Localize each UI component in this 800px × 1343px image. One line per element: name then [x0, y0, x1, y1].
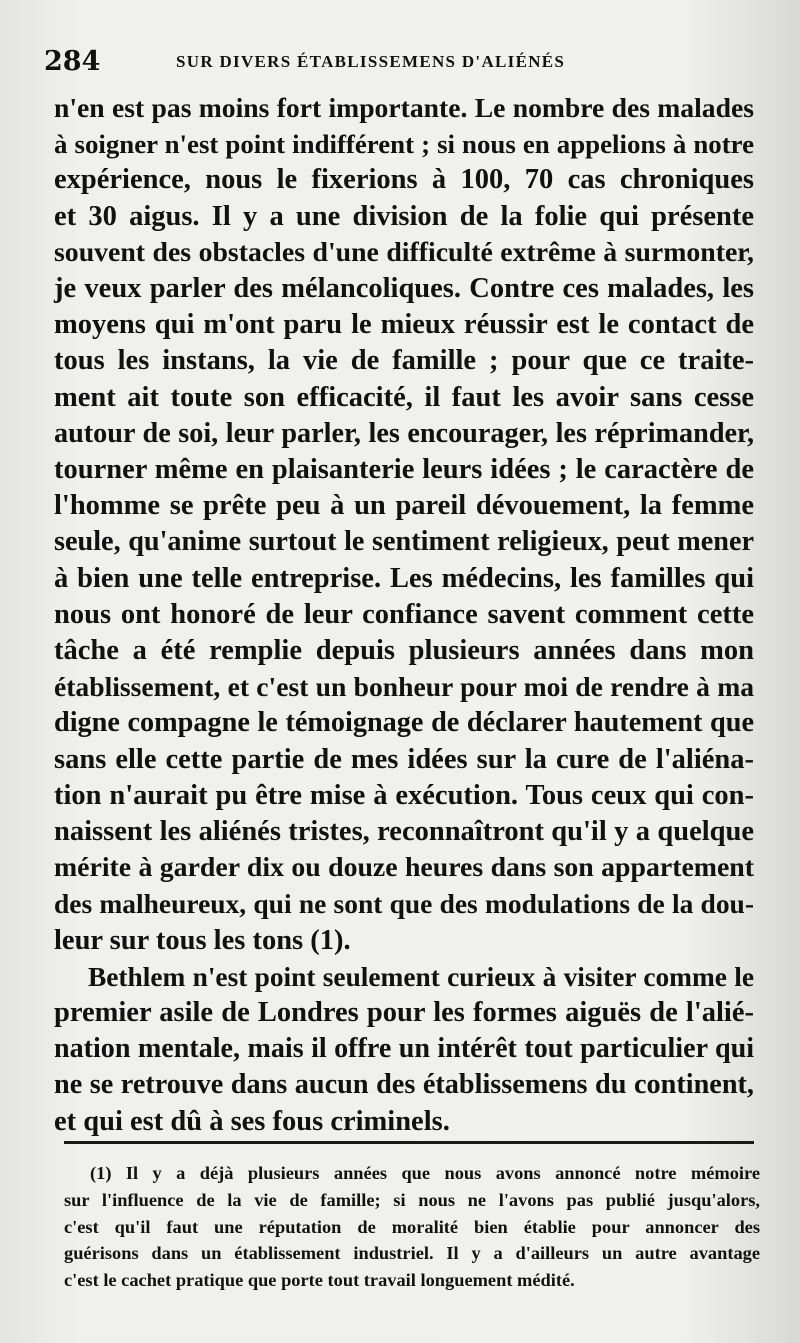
text-line: ne se retrouve dans aucun des établissemens du continent, — [54, 1069, 754, 1101]
text-line: Bethlem n'est point seulement curieux à visiter comme le — [88, 961, 754, 992]
text-line: premier asile de Londres pour les formes aiguës de l'alié- — [54, 997, 754, 1029]
text-line: et qui est dû à ses fous criminels. — [54, 1105, 450, 1137]
running-head: SUR DIVERS ÉTABLISSEMENS D'ALIÉNÉS — [176, 52, 566, 71]
main-text — [54, 90, 754, 1140]
text-line: leur sur tous les tons (1). — [54, 924, 351, 956]
text-line: à bien une telle entreprise. Les médecins, les familles qui — [54, 562, 754, 594]
text-line: nation mentale, mais il offre un intérêt tout particulier qui — [54, 1033, 754, 1065]
text-line: établissement, et c'est un bonheur pour moi de rendre à ma — [54, 671, 754, 703]
text-line: nous ont honoré de leur confiance savent comment cette — [54, 598, 754, 630]
text-line: seule, qu'anime surtout le sentiment religieux, peut mener — [54, 526, 754, 558]
text-line: tâche a été remplie depuis plusieurs années dans mon — [54, 635, 754, 667]
text-line: tous les instans, la vie de famille ; pour que ce traite- — [54, 345, 754, 377]
text-line: n'en est pas moins fort importante. Le nombre des malades — [54, 92, 754, 123]
text-line: sans elle cette partie de mes idées sur la cure de l'aliéna- — [54, 743, 754, 775]
text-line: expérience, nous le fixerions à 100, 70 cas chroniques — [54, 164, 754, 196]
text-line: moyens qui m'ont paru le mieux réussir est le contact de — [54, 309, 754, 341]
text-line: ment ait toute son efficacité, il faut les avoir sans cesse — [54, 381, 754, 413]
text-line: je veux parler des mélancoliques. Contre ces malades, les — [54, 273, 754, 305]
text-line: l'homme se prête peu à un pareil dévouement, la femme — [54, 490, 754, 522]
paragraph-2 — [54, 959, 754, 1140]
page-header — [44, 46, 744, 80]
text-line: mérite à garder dix ou douze heures dans son appartement — [54, 852, 754, 884]
footnote-line: guérisons dans un établissement industriel. Il y a d'ailleurs un autre avantage — [64, 1243, 760, 1264]
footnote-line: c'est le cachet pratique que porte tout travail longuement médité. — [64, 1270, 575, 1291]
page-number: 284 — [44, 46, 101, 77]
footnote-line: sur l'influence de la vie de famille; si nous ne l'avons pas publié jusqu'alors, — [64, 1189, 760, 1210]
footnote-rule — [64, 1141, 754, 1144]
text-line: souvent des obstacles d'une difficulté extrême à surmonter, — [54, 236, 754, 268]
text-line: des malheureux, qui ne sont que des modulations de la dou- — [54, 889, 754, 920]
text-line: et 30 aigus. Il y a une division de la folie qui présente — [54, 200, 754, 232]
footnote — [64, 1160, 760, 1294]
text-line: tourner même en plaisanterie leurs idées ; le caractère de — [54, 454, 754, 486]
text-line: digne compagne le témoignage de déclarer hautement que — [54, 707, 754, 739]
text-line: naissent les aliénés tristes, reconnaîtront qu'il y a quelque — [54, 816, 754, 848]
paragraph-1 — [54, 90, 754, 959]
footnote-line: (1) Il y a déjà plusieurs années que nous avons annoncé notre mémoire — [90, 1163, 760, 1183]
text-line: autour de soi, leur parler, les encourager, les réprimander, — [54, 417, 754, 449]
footnote-line: c'est qu'il faut une réputation de moralité bien établie pour annoncer des — [64, 1216, 760, 1237]
text-line: à soigner n'est point indifférent ; si nous en appelions à notre — [54, 129, 754, 160]
text-line: tion n'aurait pu être mise à exécution. Tous ceux qui con- — [54, 779, 754, 811]
